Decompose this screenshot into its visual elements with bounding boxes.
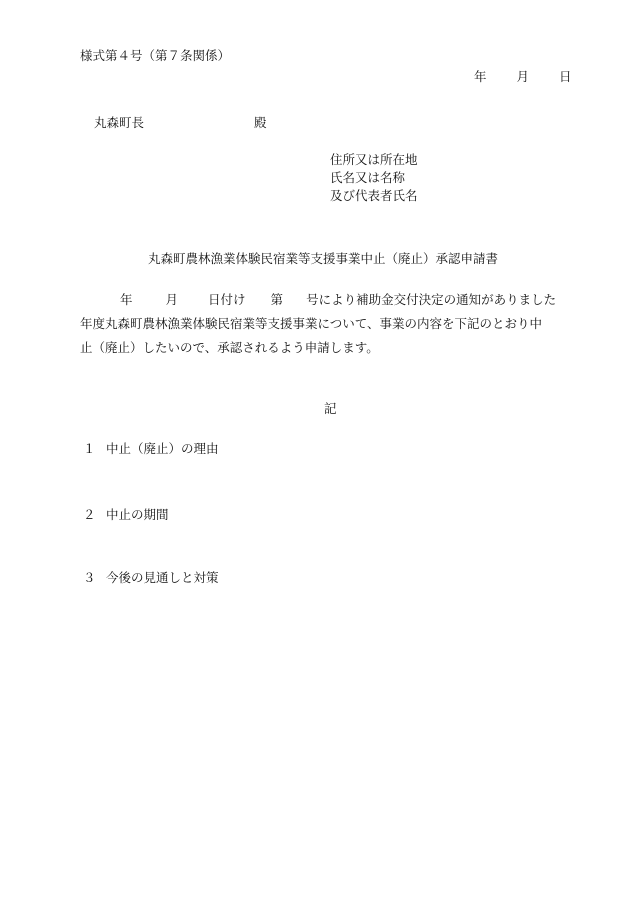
ki-heading: 記 xyxy=(324,401,337,416)
date-year: 年 xyxy=(474,69,487,84)
item-label: 今後の見通しと対策 xyxy=(106,570,219,585)
form-number: 様式第４号（第７条関係） xyxy=(80,48,231,63)
list-item xyxy=(83,443,219,456)
list-item xyxy=(83,509,169,522)
addressee xyxy=(94,117,267,130)
body-paragraph xyxy=(80,294,585,366)
addressee-name: 丸森町長 xyxy=(94,115,145,130)
item-number: ２ xyxy=(83,507,96,522)
ref-day: 日付け xyxy=(208,292,246,307)
applicant-block xyxy=(330,154,418,208)
item-label: 中止（廃止）の理由 xyxy=(106,441,219,456)
item-number: １ xyxy=(83,441,96,456)
ref-number-prefix: 第 xyxy=(270,292,284,307)
addressee-honorific: 殿 xyxy=(254,115,267,130)
applicant-representative-label: 及び代表者氏名 xyxy=(330,188,418,203)
date-line xyxy=(474,71,572,84)
body-line-1 xyxy=(80,294,585,318)
list-item xyxy=(83,572,219,585)
body-line-3: 止（廃止）したいので、承認されるよう申請します。 xyxy=(80,340,379,355)
item-number: ３ xyxy=(83,570,96,585)
date-month: 月 xyxy=(516,69,530,84)
ref-year: 年 xyxy=(120,292,133,307)
date-day: 日 xyxy=(559,69,572,84)
body-line-2: 年度丸森町農林漁業体験民宿業等支援事業について、事業の内容を下記のとおり中 xyxy=(80,316,543,331)
document-title: 丸森町農林漁業体験民宿業等支援事業中止（廃止）承認申請書 xyxy=(148,251,499,266)
ref-month: 月 xyxy=(165,292,179,307)
ref-rest: 号により補助金交付決定の通知がありました xyxy=(306,292,557,307)
applicant-name-label: 氏名又は名称 xyxy=(330,170,406,185)
applicant-address-label: 住所又は所在地 xyxy=(330,152,418,167)
item-label: 中止の期間 xyxy=(106,507,169,522)
